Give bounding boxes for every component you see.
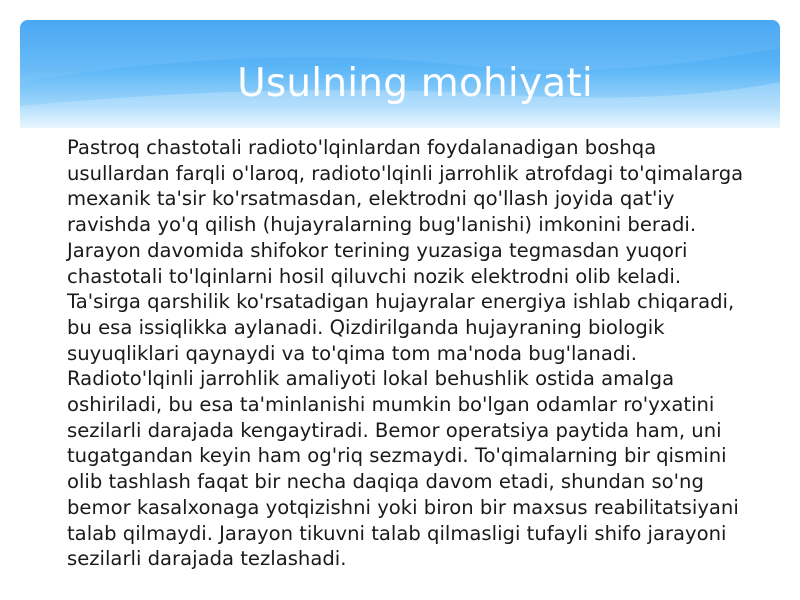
slide-title: Usulning mohiyati [237, 61, 593, 106]
body-paragraph: Pastroq chastotali radioto'lqinlardan foydalanadigan boshqa usullardan farqli o'laroq, radioto'lqinli jarrohlik atrofdagi to'qimalarga mexanik ta'sir ko'rsatmasdan, elektrodni qo'llash joyida qat'iy ravishda yo'q qilish (hujayralarning bug'lanishi) imkonini beradi. Jarayon davomida shifokor terining yuzasiga tegmasdan yuqori chastotali to'lqinlarni hosil qiluvchi nozik elektrodni olib keladi. Ta'sirga qarshilik ko'rsatadigan hujayralar energiya ishlab chiqaradi, bu esa issiqlikka aylanadi. Qizdirilganda hujayraning biologik suyuqliklari qaynaydi va to'qima tom ma'noda bug'lanadi. Radioto'lqinli jarrohlik amaliyoti lokal behushlik ostida amalga oshiriladi, bu esa ta'minlanishi mumkin bo'lgan odamlar ro'yxatini sezilarli darajada kengaytiradi. Bemor operatsiya paytida ham, uni tugatgandan keyin ham og'riq sezmaydi. To'qimalarning bir qismini olib tashlash faqat bir necha daqiqa davom etadi, shundan so'ng bemor kasalxonaga yotqizishni yoki biron bir maxsus reabilitatsiyani talab qilmaydi. Jarayon tikuvni talab qilmasligi tufayli shifo jarayoni sezilarli darajada tezlashadi. [67, 136, 744, 571]
title-banner [20, 20, 780, 128]
